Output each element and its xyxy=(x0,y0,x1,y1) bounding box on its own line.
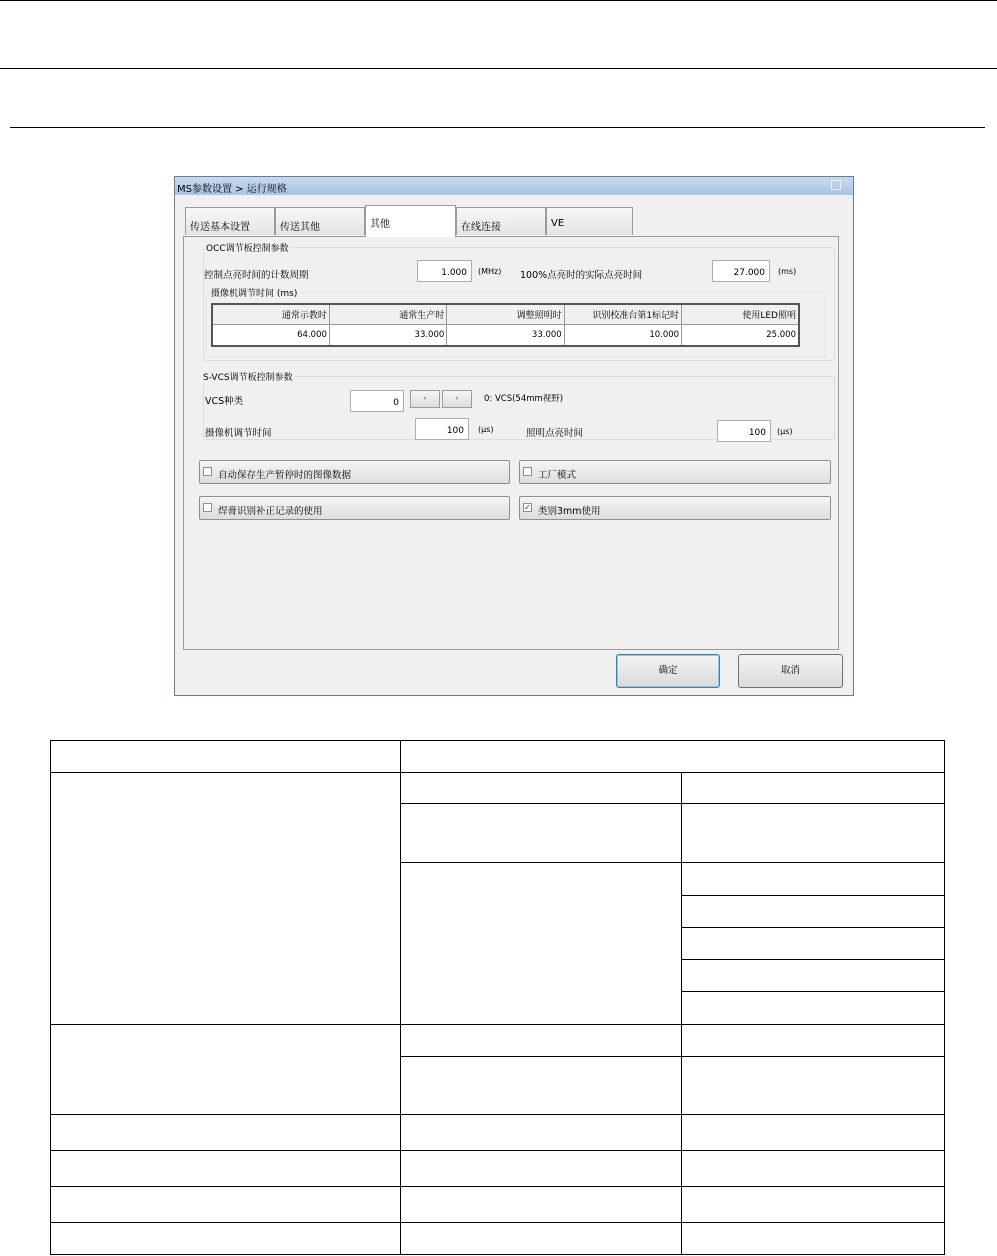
auto-save-image-label: 自动保存生产暂停时的图像数据 xyxy=(218,470,352,481)
vcs-type-label: VCS种类 xyxy=(205,396,244,407)
table-cell xyxy=(681,1150,945,1187)
table-cell xyxy=(400,1024,682,1057)
table-cell xyxy=(681,991,945,1025)
count-period-unit: (MHz) xyxy=(478,267,502,276)
occ-group-title: OCC调节板控制参数 xyxy=(204,241,291,254)
table-header-cell: 通常示教时 xyxy=(212,304,329,325)
table-cell xyxy=(400,1150,682,1187)
table-cell xyxy=(50,1114,401,1151)
table-cell[interactable]: 10.000 xyxy=(564,325,681,347)
vcs-type-description: 0: VCS(54mm视野) xyxy=(484,394,564,404)
table-cell xyxy=(400,862,682,1025)
tab-transfer-basic[interactable]: 传送基本设置 xyxy=(185,207,275,235)
actual-lighting-time-label: 100%点亮时的实际点亮时间 xyxy=(520,270,643,281)
dialog-titlebar xyxy=(175,177,853,195)
count-period-input[interactable]: 1.000 xyxy=(417,260,472,282)
svcs-camera-time-input[interactable]: 100 xyxy=(415,418,469,440)
table-cell xyxy=(681,803,945,863)
camera-time-table xyxy=(211,303,800,347)
tab-ve[interactable]: VE xyxy=(546,207,633,235)
checkbox-icon[interactable] xyxy=(523,467,532,476)
table-header-cell: 调整照明时 xyxy=(447,304,564,325)
table-cell xyxy=(681,1186,945,1223)
table-cell xyxy=(400,1186,682,1223)
tab-panel-other xyxy=(183,236,839,650)
tab-transfer-other[interactable]: 传送其他 xyxy=(275,207,365,235)
table-cell[interactable]: 33.000 xyxy=(329,325,446,347)
table-cell xyxy=(50,1222,401,1255)
spin-up-button[interactable]: › xyxy=(442,390,472,408)
ms-settings-dialog xyxy=(174,176,854,696)
factory-mode-label: 工厂模式 xyxy=(538,470,577,481)
table-cell xyxy=(50,1024,401,1115)
table-cell xyxy=(400,772,682,804)
count-period-label: 控制点亮时间的计数周期 xyxy=(204,270,309,281)
table-cell xyxy=(50,772,401,1025)
solder-correction-label: 焊膏识别补正记录的使用 xyxy=(218,506,323,517)
light-time-unit: (μs) xyxy=(777,427,793,436)
window-control-icon[interactable] xyxy=(831,180,841,190)
table-cell xyxy=(400,803,682,863)
table-cell xyxy=(400,1222,682,1255)
category-3mm-check[interactable] xyxy=(519,496,831,520)
spin-down-button[interactable]: ‹ xyxy=(410,390,440,408)
table-row xyxy=(212,325,799,347)
table-cell xyxy=(400,1056,682,1115)
table-header-row xyxy=(212,304,799,325)
tab-online-connection[interactable]: 在线连接 xyxy=(456,207,546,235)
checkbox-icon[interactable] xyxy=(203,503,212,512)
vcs-type-input[interactable]: 0 xyxy=(350,390,404,412)
header-rule-middle xyxy=(0,68,997,69)
solder-correction-check[interactable] xyxy=(199,496,510,520)
table-cell xyxy=(681,927,945,960)
factory-mode-check[interactable] xyxy=(519,460,831,484)
table-cell xyxy=(681,1056,945,1115)
dialog-title: MS参数设置 > 运行规格 xyxy=(177,184,287,195)
table-cell xyxy=(681,1024,945,1057)
light-time-label: 照明点亮时间 xyxy=(526,428,584,439)
header-rule-top xyxy=(0,0,997,1)
svcs-camera-time-unit: (μs) xyxy=(478,425,494,434)
svcs-camera-time-label: 摄像机调节时间 xyxy=(205,428,272,439)
table-cell xyxy=(681,772,945,804)
table-cell xyxy=(400,740,945,773)
table-cell xyxy=(681,895,945,928)
header-rule-bottom xyxy=(10,127,985,128)
cancel-button[interactable]: 取消 xyxy=(738,654,843,688)
table-cell xyxy=(400,1114,682,1151)
table-cell xyxy=(681,862,945,896)
ok-button[interactable]: 确定 xyxy=(616,654,720,688)
tab-other[interactable]: 其他 xyxy=(365,205,456,237)
table-cell[interactable]: 25.000 xyxy=(682,325,799,347)
table-cell[interactable]: 64.000 xyxy=(212,325,329,347)
table-header-cell: 识别校准台第1标记时 xyxy=(564,304,681,325)
checkbox-icon[interactable] xyxy=(203,467,212,476)
checkmark-icon[interactable]: ✓ xyxy=(524,503,531,512)
actual-lighting-time-unit: (ms) xyxy=(778,267,797,276)
table-cell xyxy=(681,959,945,992)
table-cell[interactable]: 33.000 xyxy=(447,325,564,347)
table-cell xyxy=(50,1150,401,1187)
svcs-group-title: S-VCS调节板控制参数 xyxy=(201,370,295,383)
table-header-cell: 使用LED照明 xyxy=(682,304,799,325)
category-3mm-label: 类别3mm使用 xyxy=(538,506,601,517)
table-cell xyxy=(50,1186,401,1223)
actual-lighting-time-input[interactable]: 27.000 xyxy=(712,260,770,282)
table-cell xyxy=(50,740,401,773)
light-time-input[interactable]: 100 xyxy=(717,420,771,442)
table-cell xyxy=(681,1114,945,1151)
camera-time-label: 摄像机调节时间 (ms) xyxy=(209,286,299,299)
table-cell xyxy=(681,1222,945,1255)
auto-save-image-check[interactable] xyxy=(199,460,510,484)
table-header-cell: 通常生产时 xyxy=(329,304,446,325)
